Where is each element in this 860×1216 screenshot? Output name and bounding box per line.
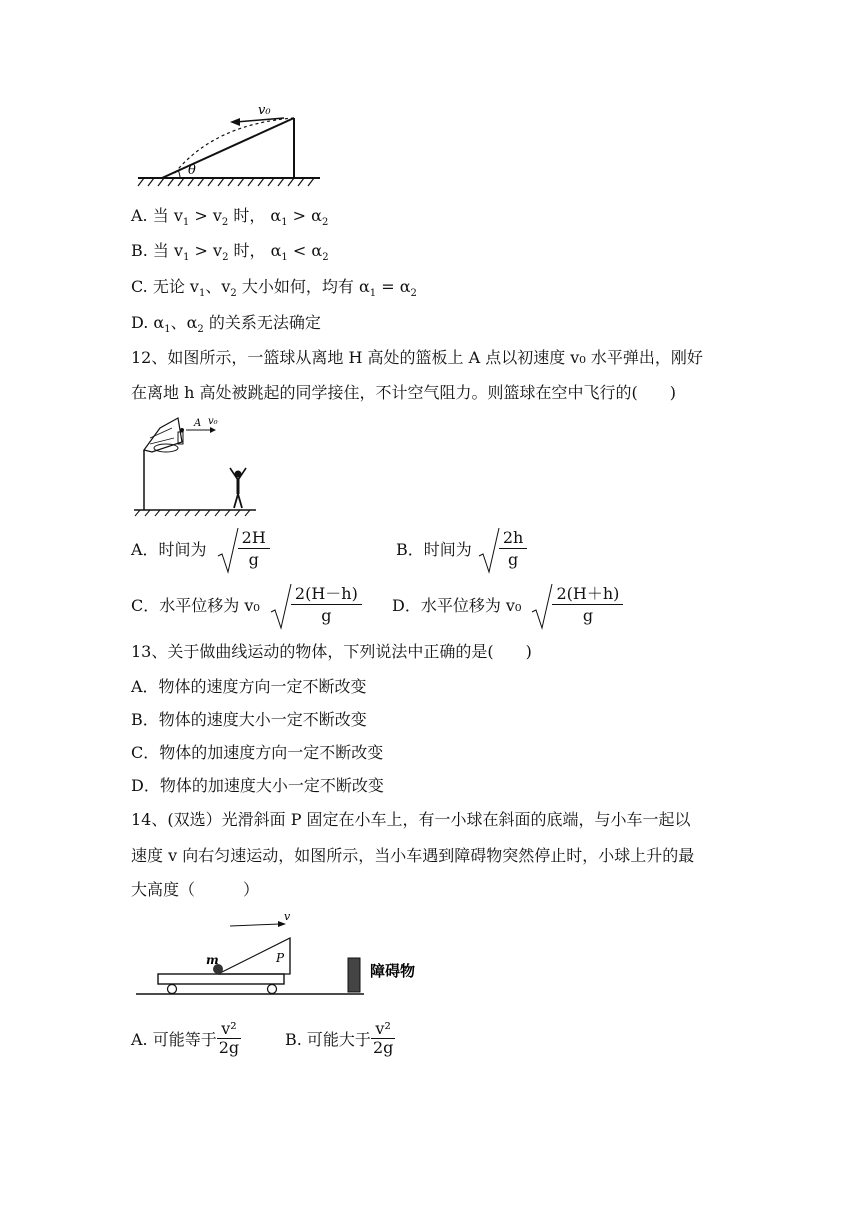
q14-stem-line2: 速度 v 向右匀速运动，如图所示，当小车遇到障碍物突然停止时，小球上升的最 <box>131 846 695 865</box>
cart-figure <box>132 910 442 1002</box>
q12-option-d[interactable]: D．水平位移为 v₀ $\frac{2(H+h)}{g}$ <box>392 582 623 632</box>
q13-option-b[interactable]: B．物体的速度大小一定不断改变 <box>131 710 367 729</box>
q14-stem-line3: 大高度（ ） <box>131 880 260 899</box>
q12-option-b[interactable]: B．时间为 $\frac{2h}{g}$ <box>396 526 527 576</box>
basketball-figure <box>130 414 260 518</box>
q12-option-c[interactable]: C．水平位移为 v₀ $\frac{2(H-h)}{g}$ <box>131 582 362 632</box>
basketball-diagram <box>130 414 260 518</box>
p-label: P <box>276 951 285 965</box>
cart-diagram <box>132 910 442 1002</box>
point-a-label: A <box>194 418 202 429</box>
q11-option-d[interactable]: D. $\alpha_1$、$\alpha_2$ 的关系无法确定 <box>131 313 321 336</box>
q13-option-d[interactable]: D．物体的加速度大小一定不断改变 <box>131 776 384 795</box>
q12-stem-line2: 在离地 h 高处被跳起的同学接住，不计空气阻力。则篮球在空中飞行的( ) <box>131 383 676 402</box>
incline-figure <box>134 100 324 190</box>
v0-label: v₀ <box>258 103 271 118</box>
q11-option-c[interactable]: C. 无论 $v_1$、$v_2$ 大小如何，均有 $\alpha_1 = \alpha_2$ <box>131 277 417 300</box>
incline-diagram <box>134 100 324 190</box>
sqrt-expression: $\frac{2(H+h)}{g}$ <box>530 582 623 627</box>
fraction: $\frac{\text{v²}}{2g}$ <box>218 1019 240 1057</box>
q12-stem-line1: 12、如图所示，一篮球从离地 H 高处的篮板上 A 点以初速度 v₀ 水平弹出，刚好 <box>131 348 703 367</box>
q13-stem: 13、关于做曲线运动的物体，下列说法中正确的是( ) <box>131 642 532 661</box>
q14-option-a[interactable]: A. 可能等于 $\frac{\text{v²}}{2g}$ <box>131 1019 240 1057</box>
q12-option-a[interactable]: A．时间为 $\frac{2H}{g}$ <box>131 526 270 576</box>
q11-option-b[interactable]: B. 当 $v_1 > v_2$ 时， $\alpha_1 < \alpha_2$ <box>131 241 329 264</box>
sqrt-expression: $\frac{2(H-h)}{g}$ <box>269 582 362 627</box>
sqrt-expression: $\frac{2h}{g}$ <box>477 526 527 571</box>
q14-option-b[interactable]: B. 可能大于 $\frac{\text{v²}}{2g}$ <box>285 1019 394 1057</box>
q13-option-c[interactable]: C．物体的加速度方向一定不断改变 <box>131 743 384 762</box>
m-label: m <box>206 953 219 967</box>
q11-option-a[interactable]: A. 当 $v_1 > v_2$ 时， $\alpha_1 > \alpha_2$ <box>131 206 329 229</box>
v0-label: v₀ <box>208 416 218 427</box>
obstacle-label: 障碍物 <box>370 962 416 980</box>
v-label: v <box>284 910 291 923</box>
fraction: $\frac{\text{v²}}{2g}$ <box>372 1019 394 1057</box>
q14-stem-line1: 14、(双选）光滑斜面 P 固定在小车上，有一小球在斜面的底端，与小车一起以 <box>131 810 691 829</box>
sqrt-expression: $\frac{2H}{g}$ <box>216 526 270 571</box>
q13-option-a[interactable]: A．物体的速度方向一定不断改变 <box>131 677 367 696</box>
theta-label: θ <box>188 163 196 178</box>
